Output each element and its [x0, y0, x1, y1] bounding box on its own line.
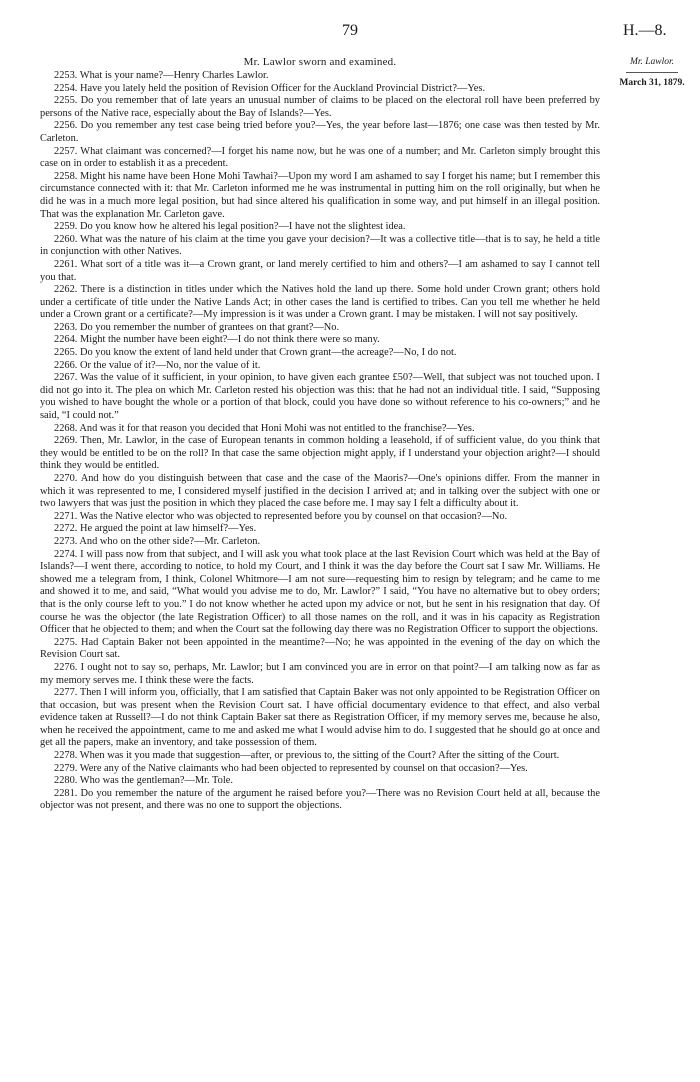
paragraph-2275: 2275. Had Captain Baker not been appointed in the meantime?—No; he was appointed in the evening of the day on which the Revision Court sat.: [40, 636, 600, 661]
paragraph-2270: 2270. And how do you distinguish between that case and the case of the Maoris?—One's opinions differ. From the manner in which it was represented to me, I considered myself justified in the decision I arrived at; and in talking over the subject with one or two lawyers that was just the position in which they placed the case before me. I may say I felt a difficulty about it.: [40, 473, 600, 510]
paragraph-2259: 2259. Do you know how he altered his legal position?—I have not the slightest idea.: [54, 221, 406, 233]
page-number: 79: [342, 22, 358, 39]
margin-date: March 31, 1879.: [619, 78, 685, 88]
paragraph-2268: 2268. And was it for that reason you decided that Honi Mohi was not entitled to the franchise?—Yes.: [54, 422, 475, 434]
margin-divider: [626, 72, 678, 73]
paragraph-2260: 2260. What was the nature of his claim at the time you gave your decision?—It was a collective title—that is to say, he held a title in conjunction with other Natives.: [40, 233, 600, 258]
paragraph-2265: 2265. Do you know the extent of land held under that Crown grant—the acreage?—No, I do not.: [54, 347, 457, 359]
paragraph-2264: 2264. Might the number have been eight?—I do not think there were so many.: [54, 334, 380, 346]
paragraph-2262: 2262. There is a distinction in titles under which the Natives hold the land up there. Some hold under Crown grant; others hold under a certificate of title under the Native Lands Act; in other cases the land is certified to tribes. Can you tell me whether he held under a Crown grant or a certificate?—My impression is it was under a Crown grant. I may be mistaken. I will not say positively.: [40, 284, 600, 321]
paragraph-2263: 2263. Do you remember the number of grantees on that grant?—No.: [54, 321, 340, 333]
paragraph-2258: 2258. Might his name have been Hone Mohi Tawhai?—Upon my word I am ashamed to say I forget his name; but I remember this circumstance connected with it: that Mr. Carleton informed me he was instrumental in putting him on the roll originally, but when he did he was in a much more legal position, but had since altered his qualification in some way, and put himself in an illegal position. That was the explanation Mr. Carleton gave.: [40, 170, 600, 220]
testimony-body: [40, 70, 600, 813]
paragraph-2267: 2267. Was the value of it sufficient, in your opinion, to have given each grantee £50?—Well, that subject was not touched upon. I did not go into it. The plea on which Mr. Carleton rested his objection was this: that he had not an individual title. I said, “Supposing you wished to have bought the whole or a portion of that block, could you have done so without reference to his co-owners;” and he said, “I could not.”: [40, 372, 600, 422]
paragraph-2269: 2269. Then, Mr. Lawlor, in the case of European tenants in common holding a leasehold, if of sufficient value, do you think that they would be entitled to be on the roll? In that case the same objection might apply, if I understand your objection aright?—I should think they would be entitled.: [40, 435, 600, 472]
paragraph-2261: 2261. What sort of a title was it—a Crown grant, or land merely certified to him and others?—I am ashamed to say I cannot tell you that.: [40, 258, 600, 283]
paragraph-2280: 2280. Who was the gentleman?—Mr. Tole.: [54, 775, 233, 787]
paragraph-2266: 2266. Or the value of it?—No, nor the value of it.: [54, 359, 261, 371]
paper-code: H.—8.: [623, 22, 667, 39]
margin-witness-name: Mr. Lawlor.: [629, 57, 675, 67]
paragraph-2254: 2254. Have you lately held the position of Revision Officer for the Auckland Provincial District?—Yes.: [54, 82, 486, 94]
paragraph-2274: 2274. I will pass now from that subject, and I will ask you what took place at the last Revision Court which was held at the Bay of Islands?—I went there, according to notice, to hold my Court, and I think it was the day before the Court sat I saw Mr. Williams. He showed me a telegram from, I think, Colonel Whitmore—I am not sure—requesting him to resign by telegram; and he came to me and showed it to me, and said, “What would you advise me to do, Mr. Lawlor?” I said, “You have no alternative but to obey orders; that is the only course left to you.” I do not know whether he acted upon my advice or not, but he sent in his resignation that day. Of course he was the objector (the late Registration Officer) to all those names on the roll, and it was in his capacity as Registration Officer that he objected to them; and when the Court sat the following day there was no Registration Officer to support the objections.: [40, 548, 600, 636]
paragraph-2256: 2256. Do you remember any test case being tried before you?—Yes, the year before last—1876; one case was then tested by Mr. Carleton.: [40, 120, 600, 144]
paragraph-2277: 2277. Then I will inform you, officially, that I am satisfied that Captain Baker was not only appointed to be Registration Officer on that occasion, but was present when the Revision Court sat. I have official documentary evidence to that effect, and also verbal evidence taken at Russell?—I do not think Captain Baker sat there as Registration Officer, if my memory serves me, because he also, when he received the appointment, came to me and asked me what I would advise him to do. I suggested that he should go at once and get all the papers, make an inventory, and take possession of them.: [40, 687, 600, 749]
paragraph-2253: 2253. What is your name?—Henry Charles Lawlor.: [54, 70, 269, 81]
paragraph-2278: 2278. When was it you made that suggestion—after, or previous to, the sitting of the Court? After the sitting of the Court.: [54, 750, 560, 762]
paragraph-2279: 2279. Were any of the Native claimants who had been objected to represented by counsel on that occasion?—Yes.: [54, 762, 528, 774]
paragraph-2255: 2255. Do you remember that of late years an unusual number of claims to be placed on the electoral roll have been preferred by persons of the Native race, especially about the Bay of Islands?—Yes.: [40, 95, 600, 119]
paragraph-2273: 2273. And who on the other side?—Mr. Carleton.: [54, 535, 261, 547]
paragraph-2276: 2276. I ought not to say so, perhaps, Mr. Lawlor; but I am convinced you are in error on that point?—I am talking now as far as my memory serves me. I think these were the facts.: [40, 661, 600, 686]
paragraph-2272: 2272. He argued the point at law himself?—Yes.: [54, 523, 257, 535]
paragraph-2257: 2257. What claimant was concerned?—I forget his name now, but he was one of a number; and Mr. Carleton simply brought this case on in order to establish it as a precedent.: [40, 145, 600, 170]
paragraph-2271: 2271. Was the Native elector who was objected to represented before you by counsel on that occasion?—No.: [54, 510, 508, 522]
paragraph-2281: 2281. Do you remember the nature of the argument he raised before you?—There was no Revision Court held at all, because the objector was not present, and there was no one to support the objections.: [40, 787, 600, 812]
section-heading: Mr. Lawlor sworn and examined.: [243, 56, 397, 68]
